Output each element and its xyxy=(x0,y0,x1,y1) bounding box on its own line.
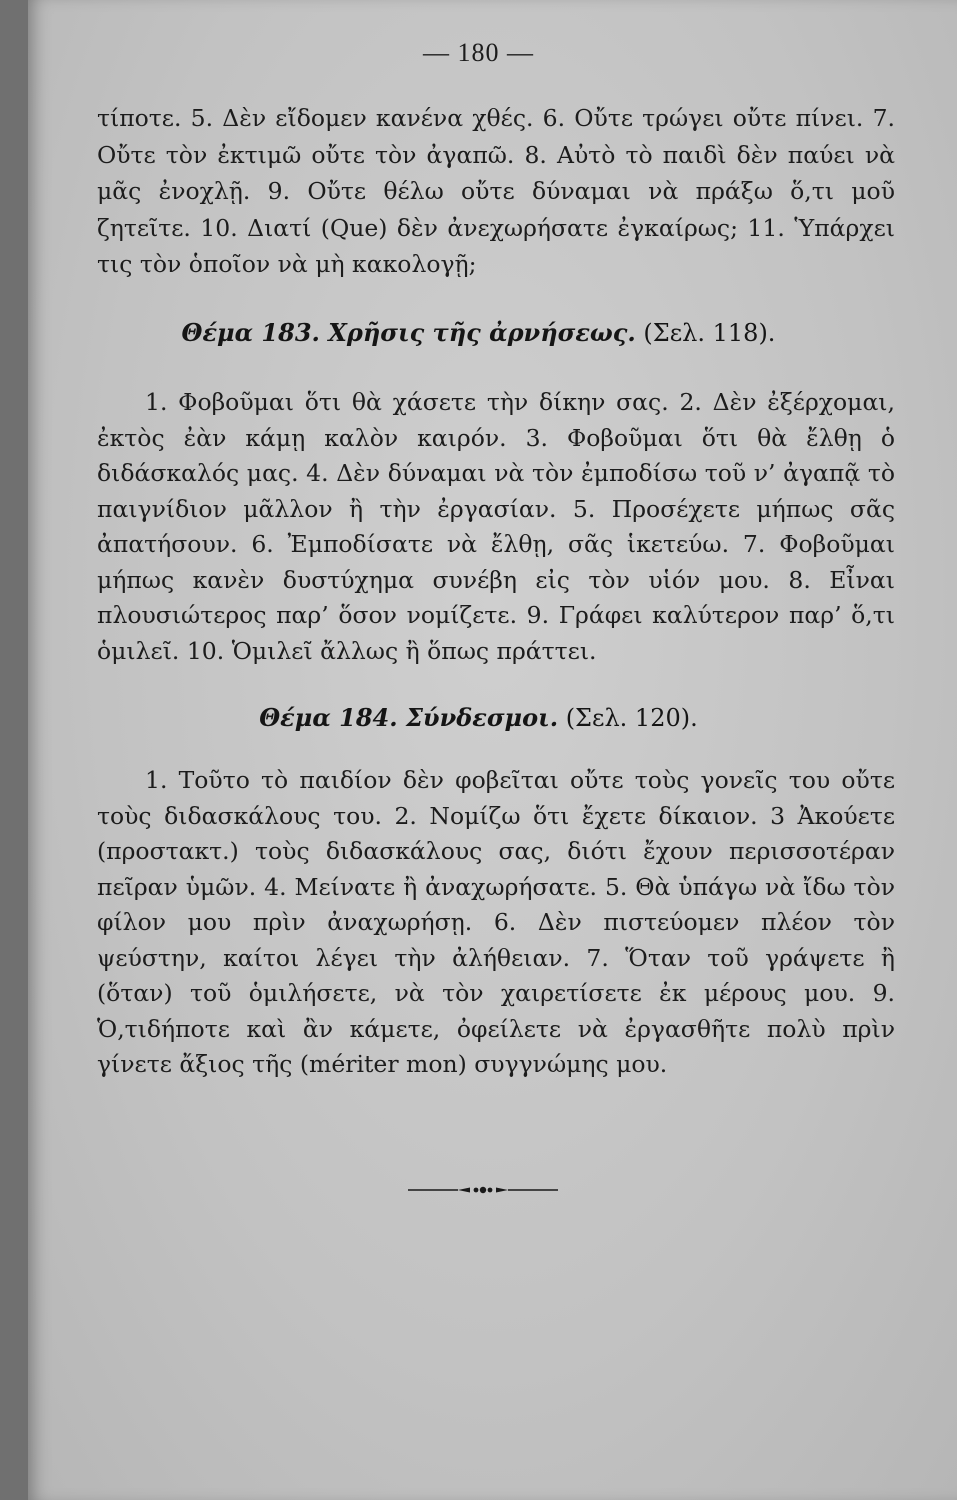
exercise-continuation-paragraph xyxy=(97,100,895,283)
page-number: — 180 — xyxy=(423,38,534,67)
paragraph-text: 1. Τοῦτο τὸ παιδίον δὲν φοβεῖται οὔτε τοὺς γονεῖς του οὔτε τοὺς διδασκάλους του. 2. Νομίζω ὅτι ἔχετε δίκαιον. 3 Ἀκούετε (προστακτ.) τοὺς διδασκάλους σας, διότι ἔχουν περισσοτέραν πεῖραν ὑμῶν. 4. Μείνατε ἢ ἀναχωρήσατε. 5. Θὰ ὑπάγω νὰ ἴδω τὸν φίλον μου πρὶν ἀναχωρήσῃ. 6. Δὲν πιστεύομεν πλέον τὸν ψεύστην, καίτοι λέγει τὴν ἀλήθειαν. 7. Ὅταν τοῦ γράψετε ἢ (ὅταν) τοῦ ὁμιλήσετε, νὰ τὸν χαιρετίσετε ἐκ μέρους μου. 9. Ὁ,τιδήποτε καὶ ἂν κάμετε, ὀφείλετε νὰ ἐργασθῆτε πολὺ πρὶν γίνετε ἄξιος τῆς (mériter mon) συγγνώμης μου. xyxy=(97,766,895,1078)
section-heading-183 xyxy=(0,318,957,347)
heading-page-ref: (Σελ. 120). xyxy=(558,704,698,732)
heading-page-ref: (Σελ. 118). xyxy=(635,319,776,347)
section-heading-184 xyxy=(0,703,957,732)
exercise-184-paragraph xyxy=(97,763,895,1083)
heading-title: Θέμα 184. Σύνδεσμοι. xyxy=(259,703,559,732)
heading-title: Θέμα 183. Χρῆσις τῆς ἀρνήσεως. xyxy=(181,318,636,347)
exercise-183-paragraph xyxy=(97,385,895,669)
end-ornament-divider xyxy=(408,1184,558,1196)
paragraph-text: 1. Φοβοῦμαι ὅτι θὰ χάσετε τὴν δίκην σας. 2. Δὲν ἐξέρχομαι, ἐκτὸς ἐὰν κάμῃ καλὸν καιρόν. 3. Φοβοῦμαι ὅτι θὰ ἔλθῃ ὁ διδάσκαλός μας. 4. Δὲν δύναμαι νὰ τὸν ἐμποδίσω τοῦ ν’ ἀγαπᾷ τὸ παιγνίδιον μᾶλλον ἢ τὴν ἐργασίαν. 5. Προσέχετε μήπως σᾶς ἀπατήσουν. 6. Ἐμποδίσατε νὰ ἔλθῃ, σᾶς ἱκετεύω. 7. Φοβοῦμαι μήπως κανὲν δυστύχημα συνέβη εἰς τὸν υἱόν μου. 8. Εἶναι πλουσιώτερος παρ’ ὅσον νομίζετε. 9. Γράφει καλύτερον παρ’ ὅ,τι ὁμιλεῖ. 10. Ὁμιλεῖ ἄλλως ἢ ὅπως πράττει. xyxy=(97,388,895,665)
paragraph-text: τίποτε. 5. Δὲν εἴδομεν κανένα χθές. 6. Οὔτε τρώγει οὔτε πίνει. 7. Οὔτε τὸν ἐκτιμῶ οὔτε τὸν ἀγαπῶ. 8. Αὐτὸ τὸ παιδὶ δὲν παύει νὰ μᾶς ἐνοχλῇ. 9. Οὔτε θέλω οὔτε δύναμαι νὰ πράξω ὅ,τι μοῦ ζητεῖτε. 10. Διατί (Que) δὲν ἀνεχωρήσατε ἐγκαίρως; 11. Ὑπάρχει τις τὸν ὁποῖον νὰ μὴ κακολογῇ; xyxy=(97,104,895,278)
